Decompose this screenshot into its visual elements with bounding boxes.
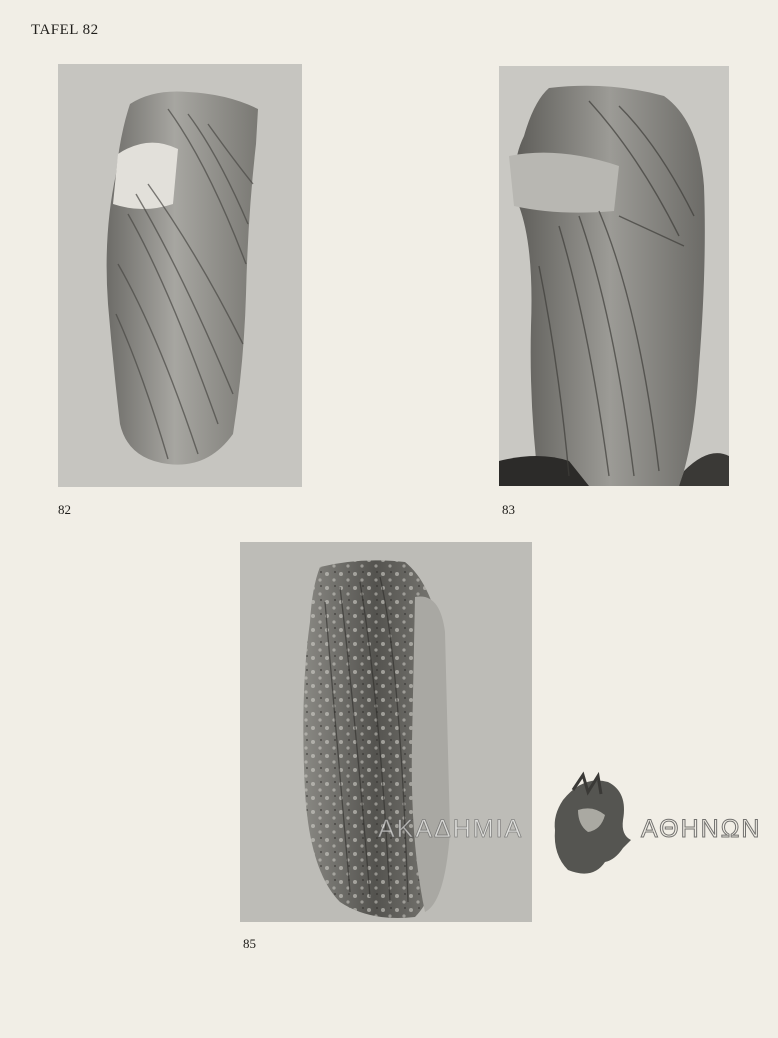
draped-statue-83-image: [499, 66, 729, 486]
plate-82-caption: 82: [58, 502, 71, 517]
watermark-text-right: ΑΘΗΝΩΝ: [641, 815, 762, 843]
plate-83-photo: [499, 66, 729, 486]
plate-85-caption: 85: [243, 936, 256, 951]
watermark-text-left: ΑΚΑΔΗΜΙΑ: [378, 815, 524, 843]
page-title: TAFEL 82: [31, 22, 99, 38]
draped-statue-82-image: [58, 64, 302, 487]
plate-82-photo: [58, 64, 302, 487]
athena-head-seal-icon: [543, 770, 635, 882]
plate-83-caption: 83: [502, 502, 515, 517]
draped-statue-85-image: [240, 542, 532, 922]
plate-85-photo: [240, 542, 532, 922]
